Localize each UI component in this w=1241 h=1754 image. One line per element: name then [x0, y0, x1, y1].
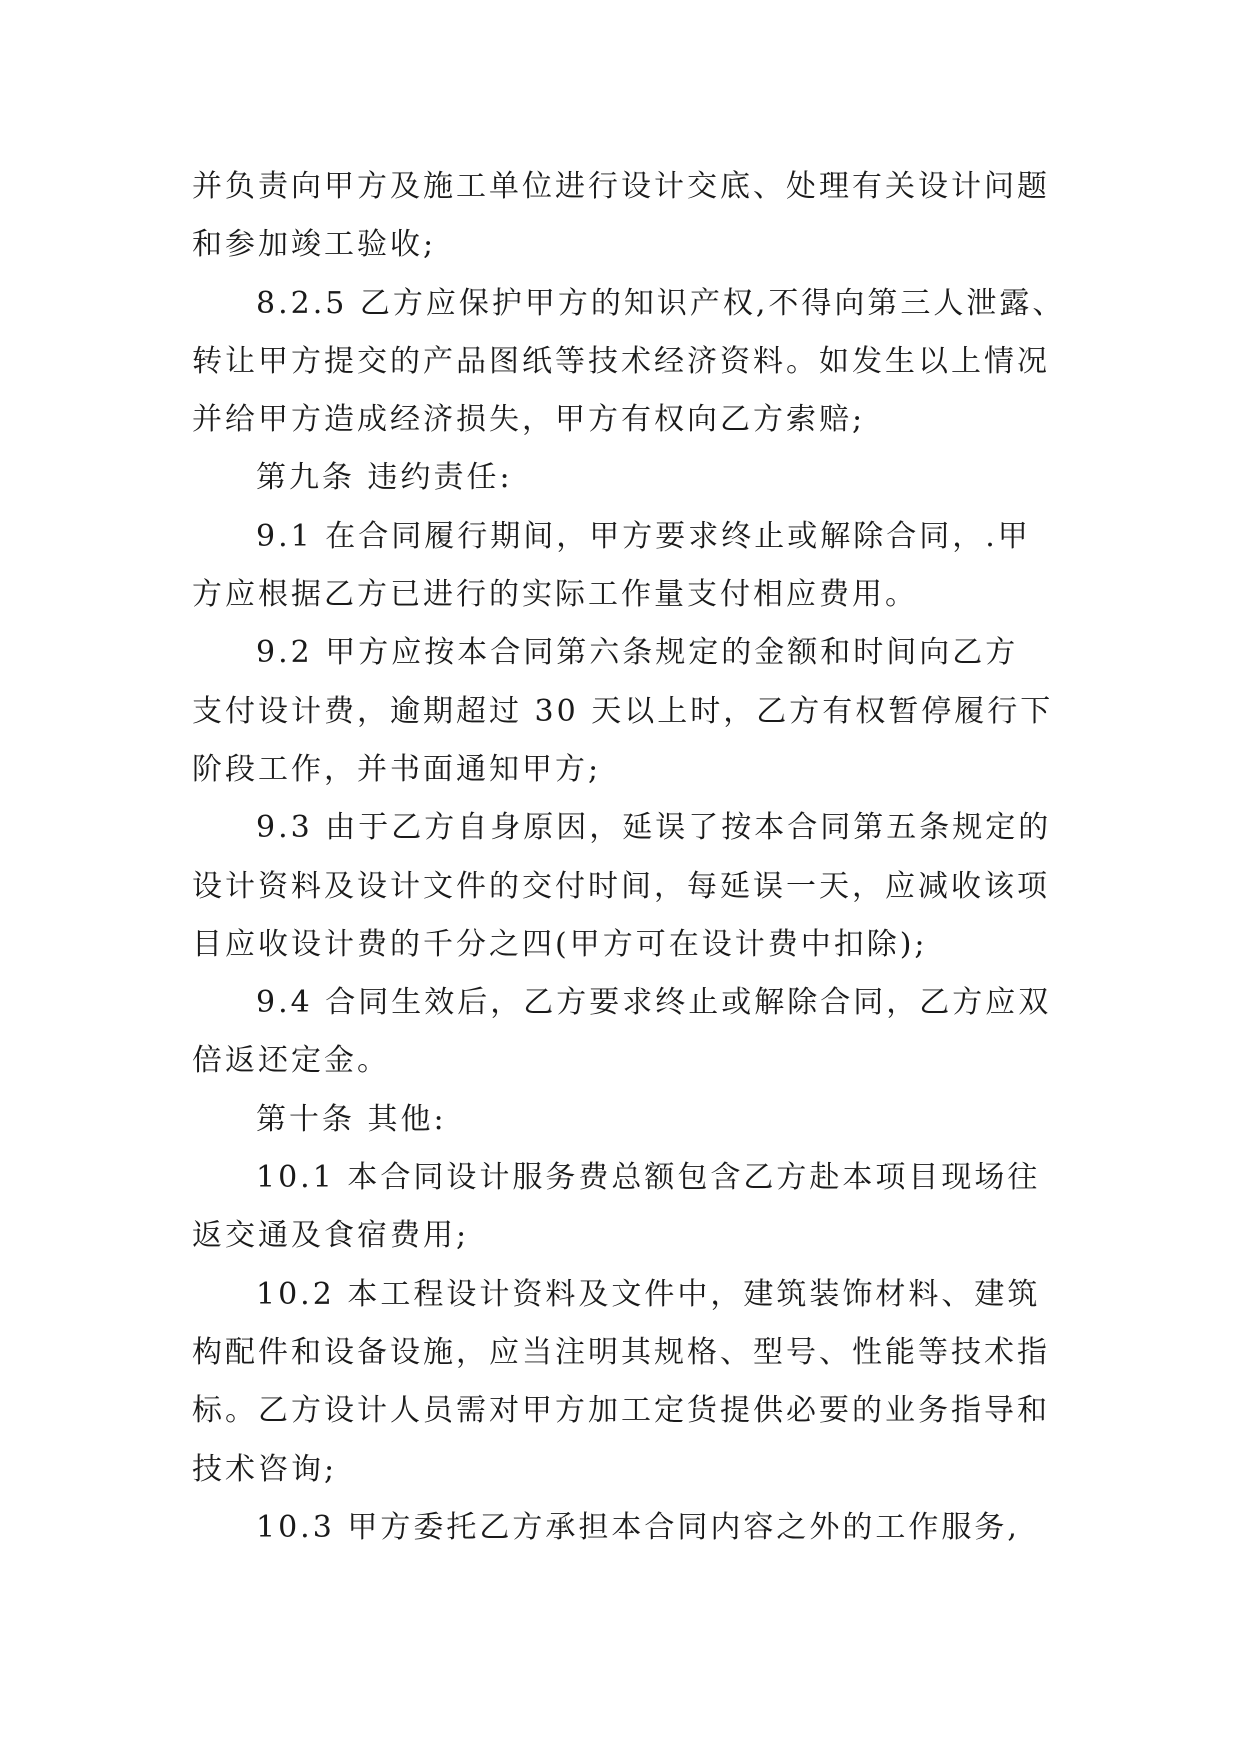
text-line: 并给甲方造成经济损失，甲方有权向乙方索赔; [192, 402, 866, 438]
text-line: 返交通及食宿费用; [192, 1218, 470, 1254]
text-line: 构配件和设备设施，应当注明其规格、型号、性能等技术指 [192, 1334, 1050, 1370]
text-line: 并负责向甲方及施工单位进行设计交底、处理有关设计问题 [192, 169, 1050, 204]
contract-text-body [192, 158, 1092, 1557]
text-line: 技术咨询; [192, 1451, 338, 1487]
text-line: 和参加竣工验收; [192, 227, 437, 263]
text-line: 倍返还定金。 [192, 1043, 390, 1079]
text-line: 方应根据乙方已进行的实际工作量支付相应费用。 [192, 577, 918, 613]
clause-8-2-5: 8.2.5 乙方应保护甲方的知识产权,不得向第三人泄露、 [256, 285, 1066, 321]
clause-10-2: 10.2 本工程设计资料及文件中，建筑装饰材料、建筑 [256, 1276, 1041, 1312]
clause-10-3: 10.3 甲方委托乙方承担本合同内容之外的工作服务, [256, 1509, 1020, 1545]
text-line: 标。乙方设计人员需对甲方加工定货提供必要的业务指导和 [192, 1393, 1050, 1429]
clause-10-1: 10.1 本合同设计服务费总额包含乙方赴本项目现场往 [256, 1160, 1041, 1196]
text-line: 设计资料及设计文件的交付时间，每延误一天，应减收该项 [192, 868, 1050, 904]
text-line: 目应收设计费的千分之四(甲方可在设计费中扣除); [192, 926, 928, 962]
clause-9-2: 9.2 甲方应按本合同第六条规定的金额和时间向乙方 [256, 635, 1019, 671]
text-line: 转让甲方提交的产品图纸等技术经济资料。如发生以上情况 [192, 343, 1050, 379]
clause-9-4: 9.4 合同生效后，乙方要求终止或解除合同，乙方应双 [256, 985, 1052, 1021]
text-line: 阶段工作，并书面通知甲方; [192, 751, 602, 787]
text-line: 支付设计费，逾期超过 30 天以上时，乙方有权暂停履行下 [192, 693, 1054, 729]
article-9-heading: 第九条 违约责任: [256, 460, 513, 496]
clause-9-1: 9.1 在合同履行期间，甲方要求终止或解除合同，.甲 [256, 518, 1031, 554]
clause-9-3: 9.3 由于乙方自身原因，延误了按本合同第五条规定的 [256, 810, 1052, 846]
article-10-heading: 第十条 其他: [256, 1101, 447, 1137]
